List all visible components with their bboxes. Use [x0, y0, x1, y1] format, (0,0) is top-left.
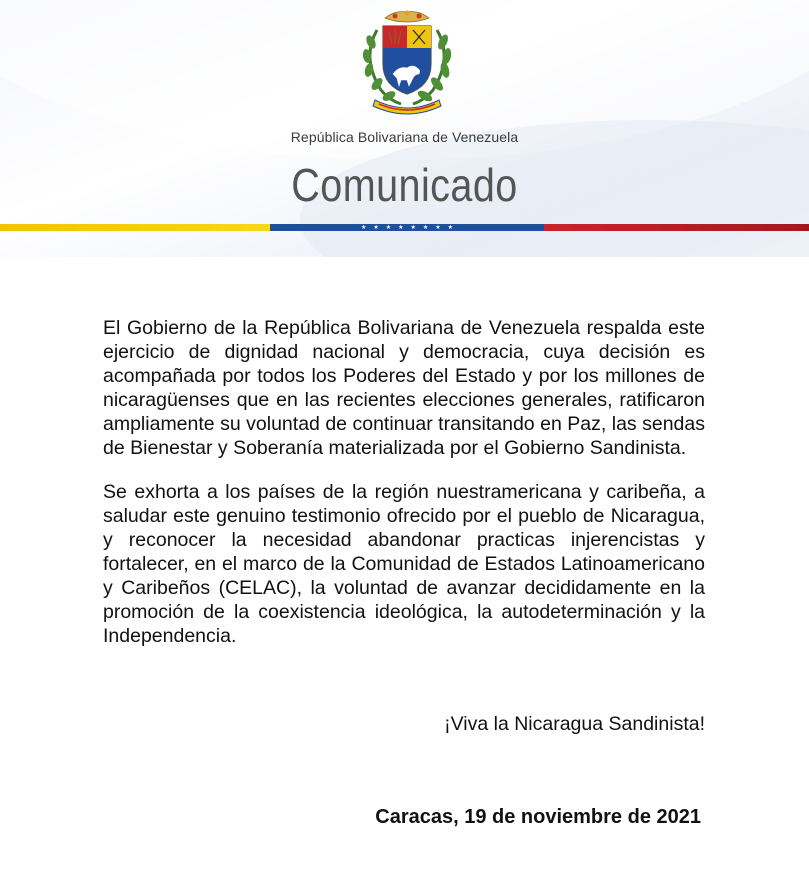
- letterhead: [0, 0, 809, 257]
- star-icon: ★: [360, 224, 367, 231]
- republic-name: República Bolivariana de Venezuela: [290, 129, 519, 145]
- star-icon: ★: [422, 224, 429, 231]
- star-icon: ★: [385, 224, 392, 231]
- closing-slogan: ¡Viva la Nicaragua Sandinista!: [444, 713, 705, 735]
- flag-red-band: [544, 224, 809, 231]
- flag-yellow-band: [0, 224, 270, 231]
- page-title: Comunicado: [291, 159, 518, 211]
- star-icon: ★: [447, 224, 454, 231]
- flag-stars: [270, 224, 544, 231]
- venezuela-coat-of-arms-icon: [355, 8, 459, 116]
- star-icon: ★: [398, 224, 404, 231]
- star-icon: ★: [373, 224, 379, 231]
- flag-stripe: [0, 224, 809, 231]
- paragraph: Se exhorta a los países de la región nuestramericana y caribeña, a saludar este genuino testimonio ofrecido por el pueblo de Nicaragua, y reconocer la necesidad abandonar practicas injerencistas y fortalecer, en el marco de la Comunidad de Estados Latinoamericano y Caribeños (CELAC), la voluntad de avanzar decididamente en la promoción de la coexistencia ideológica, la autodeterminación y la Independencia.: [103, 481, 705, 647]
- star-icon: ★: [435, 224, 441, 231]
- communique-body: [103, 316, 705, 668]
- place-and-date: Caracas, 19 de noviembre de 2021: [375, 806, 701, 828]
- flag-blue-band: [270, 224, 544, 231]
- paragraph: El Gobierno de la República Bolivariana de Venezuela respalda este ejercicio de dignidad nacional y democracia, cuya decisión es acompañada por todos los Poderes del Estado y por los millones de nicaragüenses que en las recientes elecciones generales, ratificaron ampliamente su voluntad de continuar transitando en Paz, las sendas de Bienestar y Soberanía materializada por el Gobierno Sandinista.: [103, 317, 705, 459]
- star-icon: ★: [410, 224, 416, 231]
